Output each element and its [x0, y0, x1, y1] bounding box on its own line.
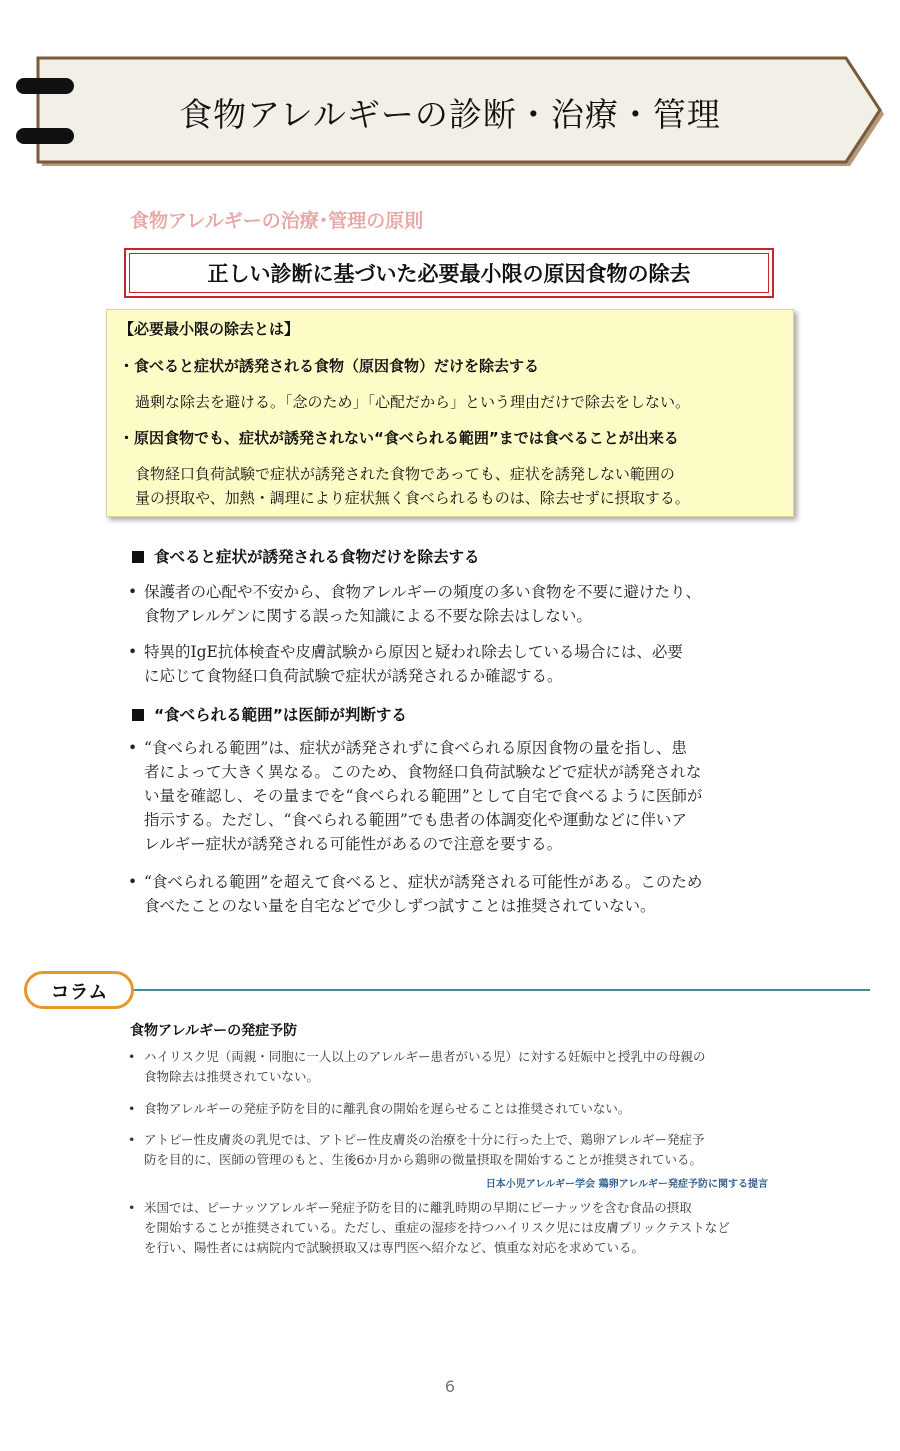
bullet-dot-icon: • — [128, 1101, 136, 1116]
square-bullet-icon — [132, 551, 144, 563]
section-1-heading: 食べると症状が誘発される食物だけを除去する — [132, 545, 480, 567]
bullet-dot-icon: • — [128, 1132, 136, 1147]
list-item: • “食べられる範囲”を超えて食べると、症状が誘発される可能性がある。このため 食べたことのない量を自宅などで少しずつ試すことは推奨されていない。 — [128, 870, 778, 918]
principle-heading: 食物アレルギーの治療･管理の原則 — [130, 210, 424, 232]
yellow-box-bullet-2: ・原因食物でも、症状が誘発されない“食べられる範囲”までは食べることが出来る — [119, 429, 679, 447]
list-item: • ハイリスク児（両親・同胞に一人以上のアレルギー患者がいる児）に対する妊娠中と授乳中の母親の 食物除去は推奨されていない。 — [128, 1049, 706, 1084]
yellow-box-bullet-2-detail-2: 量の摂取や、加熱・調理により症状無く食べられるものは、除去せずに摂取する。 — [135, 489, 690, 507]
list-item: • “食べられる範囲”は、症状が誘発されずに食べられる原因食物の量を指し、患 者によって大きく異なる。このため、食物経口負荷試験などで症状が誘発されな い量を確認し、その量までを“食べられる範囲”として自宅で食べるように医師が 指示する。ただし、“食べられる範囲”でも患者の体調変化や運動などに伴いア レルギー症状が誘発される可能性があるので注意を要する。 — [128, 736, 778, 856]
principle-box — [124, 248, 774, 298]
bullet-dot-icon: • — [128, 643, 138, 661]
header-banner — [0, 52, 900, 172]
list-item: • アトピー性皮膚炎の乳児では、アトピー性皮膚炎の治療を十分に行った上で、鶏卵アレルギー発症予 防を目的に、医師の管理のもと、生後6か月から鶏卵の微量摂取を開始することが推奨されている。 — [128, 1132, 705, 1167]
column-badge: コラム — [24, 971, 134, 1009]
list-item: • 保護者の心配や不安から、食物アレルギーの頻度の多い食物を不要に避けたり、 食物アレルゲンに関する誤った知識による不要な除去はしない。 — [128, 580, 778, 628]
yellow-box-bullet-1: ・食べると症状が誘発される食物（原因食物）だけを除去する — [119, 357, 540, 375]
list-item: • 特異的IgE抗体検査や皮膚試験から原因と疑われ除去している場合には、必要 に応じて食物経口負荷試験で症状が誘発されるか確認する。 — [128, 640, 778, 688]
yellow-box-bullet-1-detail: 過剰な除去を避ける。「念のため」「心配だから」という理由だけで除去をしない。 — [135, 393, 691, 411]
page-title: 食物アレルギーの診断・治療・管理 — [179, 94, 721, 134]
page-number: 6 — [444, 1377, 456, 1396]
bullet-dot-icon: • — [128, 583, 138, 601]
minimum-removal-box — [106, 309, 794, 517]
yellow-box-bullet-2-detail-1: 食物経口負荷試験で症状が誘発された食物であっても、症状を誘発しない範囲の — [135, 465, 675, 483]
column-title: 食物アレルギーの発症予防 — [130, 1023, 298, 1039]
list-item: • 食物アレルギーの発症予防を目的に離乳食の開始を遅らせることは推奨されていない。 — [128, 1099, 788, 1119]
bullet-dot-icon: • — [128, 739, 138, 757]
square-bullet-icon — [132, 709, 144, 721]
principle-statement: 正しい診断に基づいた必要最小限の原因食物の除去 — [129, 253, 769, 293]
bullet-dot-icon: • — [128, 1049, 136, 1064]
section-2-heading: “食べられる範囲”は医師が判断する — [132, 703, 407, 725]
yellow-box-heading: 【必要最小限の除去とは】 — [119, 320, 300, 338]
list-item: • 米国では、ピーナッツアレルギー発症予防を目的に離乳時期の早期にピーナッツを含む食品の摂取 を開始することが推奨されている。ただし、重症の湿疹を持つハイリスク児には皮膚プリックテストなど を行い、陽性者には病院内で試験摂取又は専門医へ紹介など、慎重な対応を求めている。 — [128, 1200, 730, 1255]
citation: 日本小児アレルギー学会 鶏卵アレルギー発症予防に関する提言 — [485, 1179, 768, 1190]
bullet-dot-icon: • — [128, 873, 138, 891]
bullet-dot-icon: • — [128, 1200, 136, 1215]
column-divider — [128, 989, 870, 991]
